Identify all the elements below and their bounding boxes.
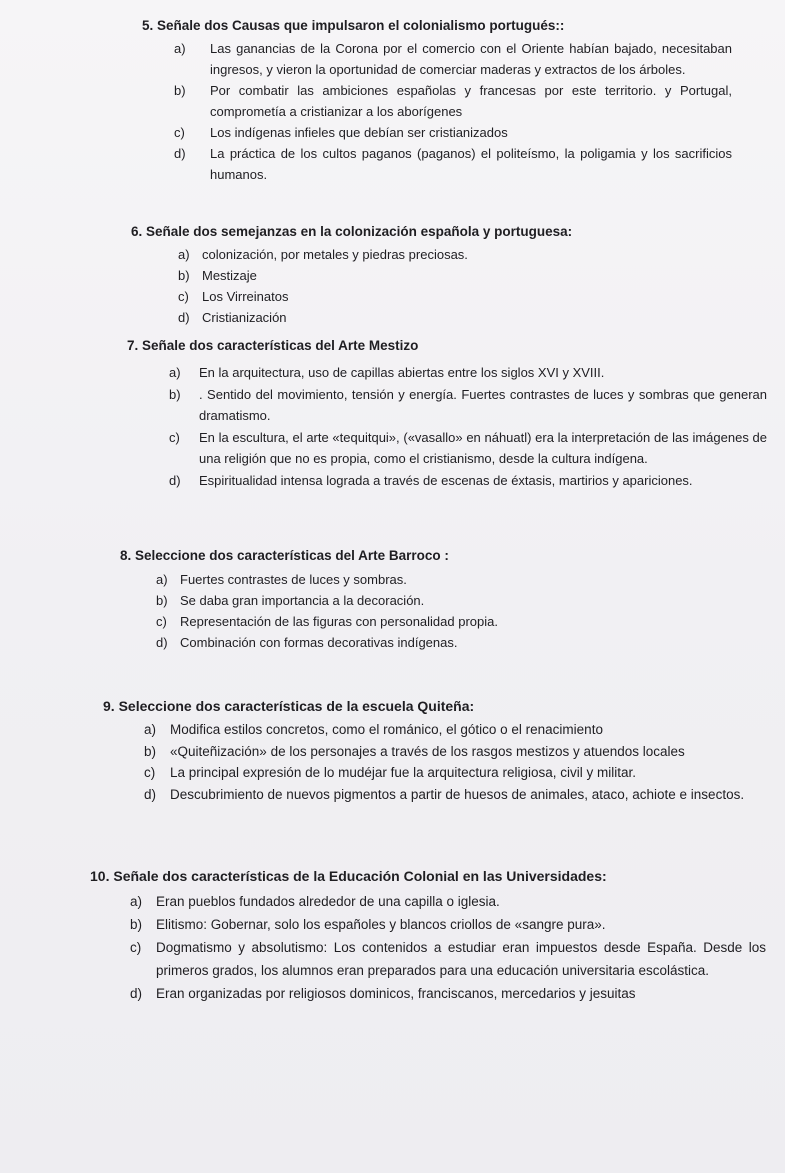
option-letter: a) <box>169 365 181 380</box>
option-letter: c) <box>169 429 180 445</box>
question-10 <box>90 866 770 1005</box>
option-b <box>130 913 766 936</box>
option-c <box>174 122 732 143</box>
option-a <box>156 569 640 590</box>
option-text: Eran pueblos fundados alrededor de una capilla o iglesia. <box>156 894 500 909</box>
option-d <box>156 632 640 653</box>
option-b <box>169 384 767 427</box>
option-text: Los Virreinatos <box>202 289 289 304</box>
option-letter: c) <box>174 125 185 140</box>
option-letter: c) <box>156 614 167 629</box>
option-text: Los indígenas infieles que debían ser cristianizados <box>210 125 508 140</box>
option-text: La principal expresión de lo mudéjar fue la arquitectura religiosa, civil y militar. <box>170 765 636 780</box>
question-8 <box>120 546 720 653</box>
option-c <box>144 762 760 784</box>
question-title: 5. Señale dos Causas que impulsaron el colonialismo portugués:: <box>142 18 565 33</box>
option-c <box>169 427 767 470</box>
option-text: Representación de las figuras con personalidad propia. <box>180 614 498 629</box>
option-b <box>174 80 732 122</box>
option-text: colonización, por metales y piedras preciosas. <box>202 247 468 262</box>
option-c <box>178 286 642 307</box>
option-b <box>156 590 640 611</box>
option-letter: b) <box>178 268 190 283</box>
option-letter: d) <box>169 472 181 488</box>
option-letter: b) <box>174 83 186 98</box>
option-d <box>130 982 766 1005</box>
option-letter: d) <box>144 786 157 802</box>
question-9 <box>103 696 763 805</box>
option-b <box>178 265 642 286</box>
question-title: 10. Señale dos características de la Educación Colonial en las Universidades: <box>90 868 607 884</box>
option-letter: d) <box>174 146 186 161</box>
option-text: Las ganancias de la Corona por el comercio con el Oriente habían bajado, necesitaban ingresos, y vieron la oportunidad de comerciar maderas y extractos de los árboles. <box>210 41 732 77</box>
option-a <box>174 38 732 80</box>
option-text: Descubrimiento de nuevos pigmentos a partir de huesos de animales, ataco, achiote e insectos. <box>170 786 745 802</box>
option-text: . Sentido del movimiento, tensión y energía. Fuertes contrastes de luces y sombras que generan dramatismo. <box>199 386 767 423</box>
question-6 <box>131 222 731 328</box>
option-b <box>144 741 760 763</box>
option-d <box>174 143 732 185</box>
option-text: Modifica estilos concretos, como el románico, el gótico o el renacimiento <box>170 722 603 737</box>
option-letter: c) <box>144 765 156 780</box>
option-d <box>169 470 767 492</box>
option-letter: d) <box>156 635 168 650</box>
option-a <box>169 362 767 384</box>
option-a <box>130 890 766 913</box>
option-letter: a) <box>174 41 186 56</box>
option-text: Fuertes contrastes de luces y sombras. <box>180 572 407 587</box>
option-letter: b) <box>169 386 181 402</box>
option-letter: a) <box>144 722 157 737</box>
option-text: Por combatir las ambiciones españolas y francesas por este territorio. y Portugal, comprometía a cristianizar a los aborígenes <box>210 83 732 119</box>
option-text: La práctica de los cultos paganos (paganos) el politeísmo, la poligamia y los sacrificios humanos. <box>210 146 732 182</box>
option-text: Se daba gran importancia a la decoración. <box>180 593 425 608</box>
option-text: En la escultura, el arte «tequitqui», («vasallo» en náhuatl) era la interpretación de las imágenes de una religión que no es propia, como el cristianismo, desde la cultura indígena. <box>199 429 767 466</box>
option-c <box>130 936 766 982</box>
option-text: Espiritualidad intensa lograda a través de escenas de éxtasis, martirios y apariciones. <box>199 472 693 488</box>
question-title: 9. Seleccione dos características de la escuela Quiteña: <box>103 698 475 714</box>
option-c <box>156 611 640 632</box>
option-d <box>178 307 642 328</box>
option-d <box>144 784 760 806</box>
option-text: Combinación con formas decorativas indígenas. <box>180 635 458 650</box>
option-letter: a) <box>156 572 168 587</box>
question-5 <box>142 16 732 185</box>
option-text: En la arquitectura, uso de capillas abiertas entre los siglos XVI y XVIII. <box>199 365 605 380</box>
option-letter: d) <box>178 310 190 325</box>
option-text: Cristianización <box>202 310 287 325</box>
option-text: Eran organizadas por religiosos dominicos, franciscanos, mercedarios y jesuitas <box>156 986 636 1001</box>
option-text: Dogmatismo y absolutismo: Los contenidos a estudiar eran impuestos desde España. Desde los primeros grados, los alumnos eran preparados para una educación universitaria escolástica. <box>156 940 766 978</box>
option-letter: d) <box>130 986 143 1001</box>
option-letter: b) <box>130 917 143 932</box>
option-a <box>178 244 642 265</box>
option-a <box>144 719 760 741</box>
question-title: 6. Señale dos semejanzas en la colonización española y portuguesa: <box>131 224 573 239</box>
question-7 <box>127 336 767 491</box>
option-letter: a) <box>178 247 190 262</box>
option-text: Mestizaje <box>202 268 257 283</box>
question-title: 7. Señale dos características del Arte Mestizo <box>127 338 419 353</box>
option-letter: a) <box>130 894 143 909</box>
option-letter: c) <box>178 289 189 304</box>
option-letter: b) <box>144 743 157 759</box>
option-text: «Quiteñización» de los personajes a través de los rasgos mestizos y atuendos locales <box>170 743 685 759</box>
question-title: 8. Seleccione dos características del Arte Barroco : <box>120 548 449 563</box>
option-text: Elitismo: Gobernar, solo los españoles y blancos criollos de «sangre pura». <box>156 917 606 932</box>
option-letter: c) <box>130 940 142 955</box>
option-letter: b) <box>156 593 168 608</box>
